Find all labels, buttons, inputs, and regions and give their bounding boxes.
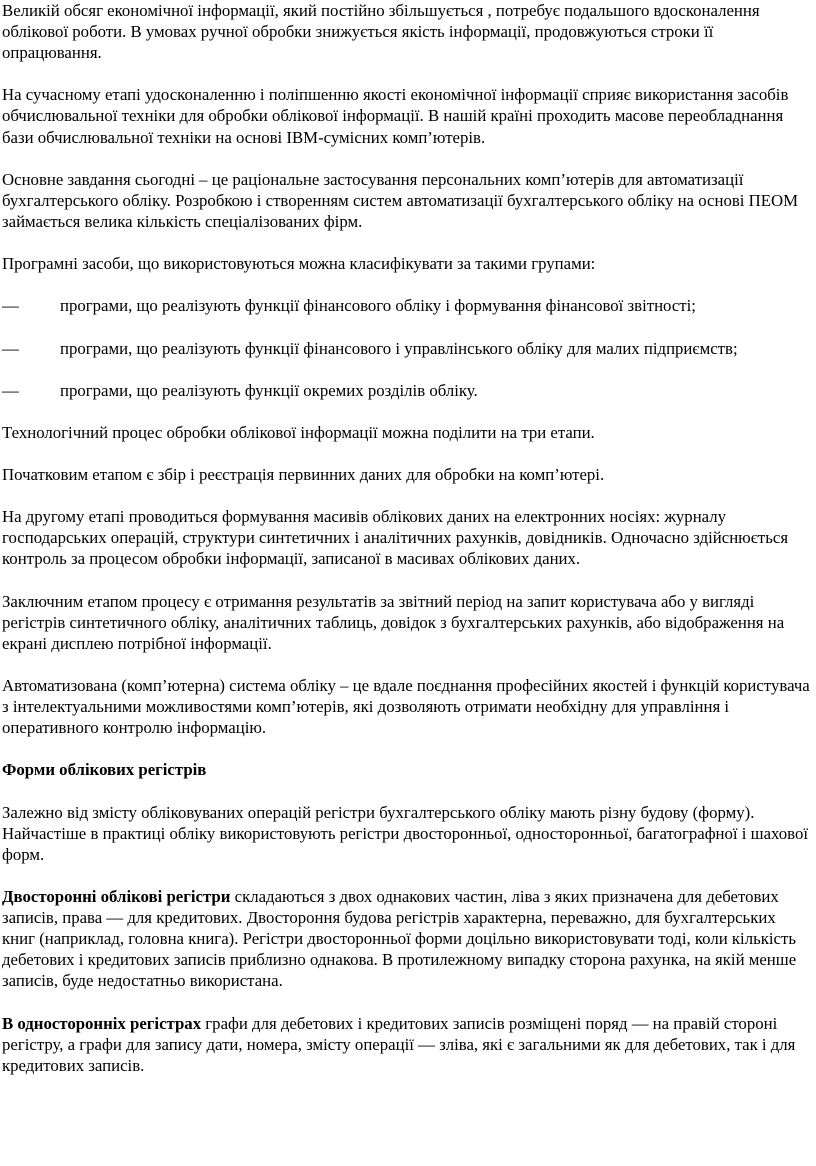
list-item-text: програми, що реалізують функції фінансового обліку і формування фінансової звітності; xyxy=(60,296,696,316)
one-sided-term: В односторонніх регістрах xyxy=(2,1013,202,1033)
paragraph-info-volume: Великій обсяг економічної інформації, який постійно збільшується , потребує подальшого вдосконалення облікової роботи. В умовах ручної обробки знижується якість інформації, продовжуються строки її опрацювання. xyxy=(2,1,760,63)
paragraph-initial-stage: Початковим етапом є збір і реєстрація первинних даних для обробки на комп’ютері. xyxy=(2,465,605,485)
two-sided-term: Двосторонні облікові регістри xyxy=(2,886,231,906)
list-item xyxy=(2,295,812,316)
paragraph-one-sided xyxy=(2,1013,812,1076)
paragraph-register-forms: Залежно від змісту обліковуваних операцій регістри бухгалтерського обліку мають різну будову (форму). Найчастіше в практиці обліку використовують регістри двосторонньої, односторонньої, багатографної і шахової форм. xyxy=(2,802,809,864)
one-sided-text: графи для дебетових і кредитових записів розміщені поряд — на правій стороні регістру, а графи для запису дати, номера, змісту операції — зліва, які є загальними як для дебетових, так і для кредитових записів. xyxy=(2,1013,796,1075)
two-sided-text: складаються з двох однакових частин, ліва з яких призначена для дебетових записів, права — для кредитових. Двостороння будова регістрів характерна, переважно, для бухгалтерських книг (наприклад, головна книга). Регістри двосторонньої форми доцільно використовувати тоді, коли кількість дебетових і кредитових записів приблизно однакова. В протилежному випадку сторона рахунка, на якій менше записів, буде недостатньо використана. xyxy=(2,886,797,991)
paragraph-modern-stage: На сучасному етапі удосконаленню і поліпшенню якості економічної інформації сприяє використання засобів обчислювальної техніки для обробки облікової інформації. В нашій країні проходить масове переобладнання бази обчислювальної техніки на основі IBM-сумісних комп’ютерів. xyxy=(2,85,789,147)
list-dash: — xyxy=(2,296,19,316)
list-dash: — xyxy=(2,338,19,358)
list-dash: — xyxy=(2,380,19,400)
paragraph-software-groups: Програмні засоби, що використовуються можна класифікувати за такими групами: xyxy=(2,254,596,274)
paragraph-main-task: Основне завдання сьогодні – це раціональне застосування персональних комп’ютерів для автоматизації бухгалтерського обліку. Розробкою і створенням систем автоматизації бухгалтерського обліку на основі ПЕОМ займається велика кількість спеціалізованих фірм. xyxy=(2,169,799,231)
section-heading xyxy=(2,759,812,780)
list-item-text: програми, що реалізують функції фінансового і управлінського обліку для малих підприємств; xyxy=(60,338,738,358)
list-item-text: програми, що реалізують функції окремих розділів обліку. xyxy=(60,380,478,400)
paragraph-tech-process: Технологічний процес обробки облікової інформації можна поділити на три етапи. xyxy=(2,422,595,442)
paragraph-two-sided xyxy=(2,886,812,991)
paragraph-final-stage: Заключним етапом процесу є отримання результатів за звітний період на запит користувача або у вигляді регістрів синтетичного обліку, аналітичних таблиць, довідок з бухгалтерських рахунків, або відображення на екрані дисплею потрібної інформації. xyxy=(2,591,785,653)
list-item xyxy=(2,380,812,401)
paragraph-second-stage: На другому етапі проводиться формування масивів облікових даних на електронних носіях: журналу господарських операцій, структури синтетичних і аналітичних рахунків, довідників. Одночасно здійснюється контроль за процесом обробки інформації, записаної в масивах облікових даних. xyxy=(2,507,789,569)
section-heading-text: Форми облікових регістрів xyxy=(2,760,207,780)
paragraph-automated-system: Автоматизована (комп’ютерна) система обліку – це вдале поєднання професійних якостей і функцій користувача з інтелектуальними можливостями комп’ютерів, які дозволяють отримати необхідну для управління і оперативного контролю інформацію. xyxy=(2,676,810,738)
list-item xyxy=(2,338,812,359)
